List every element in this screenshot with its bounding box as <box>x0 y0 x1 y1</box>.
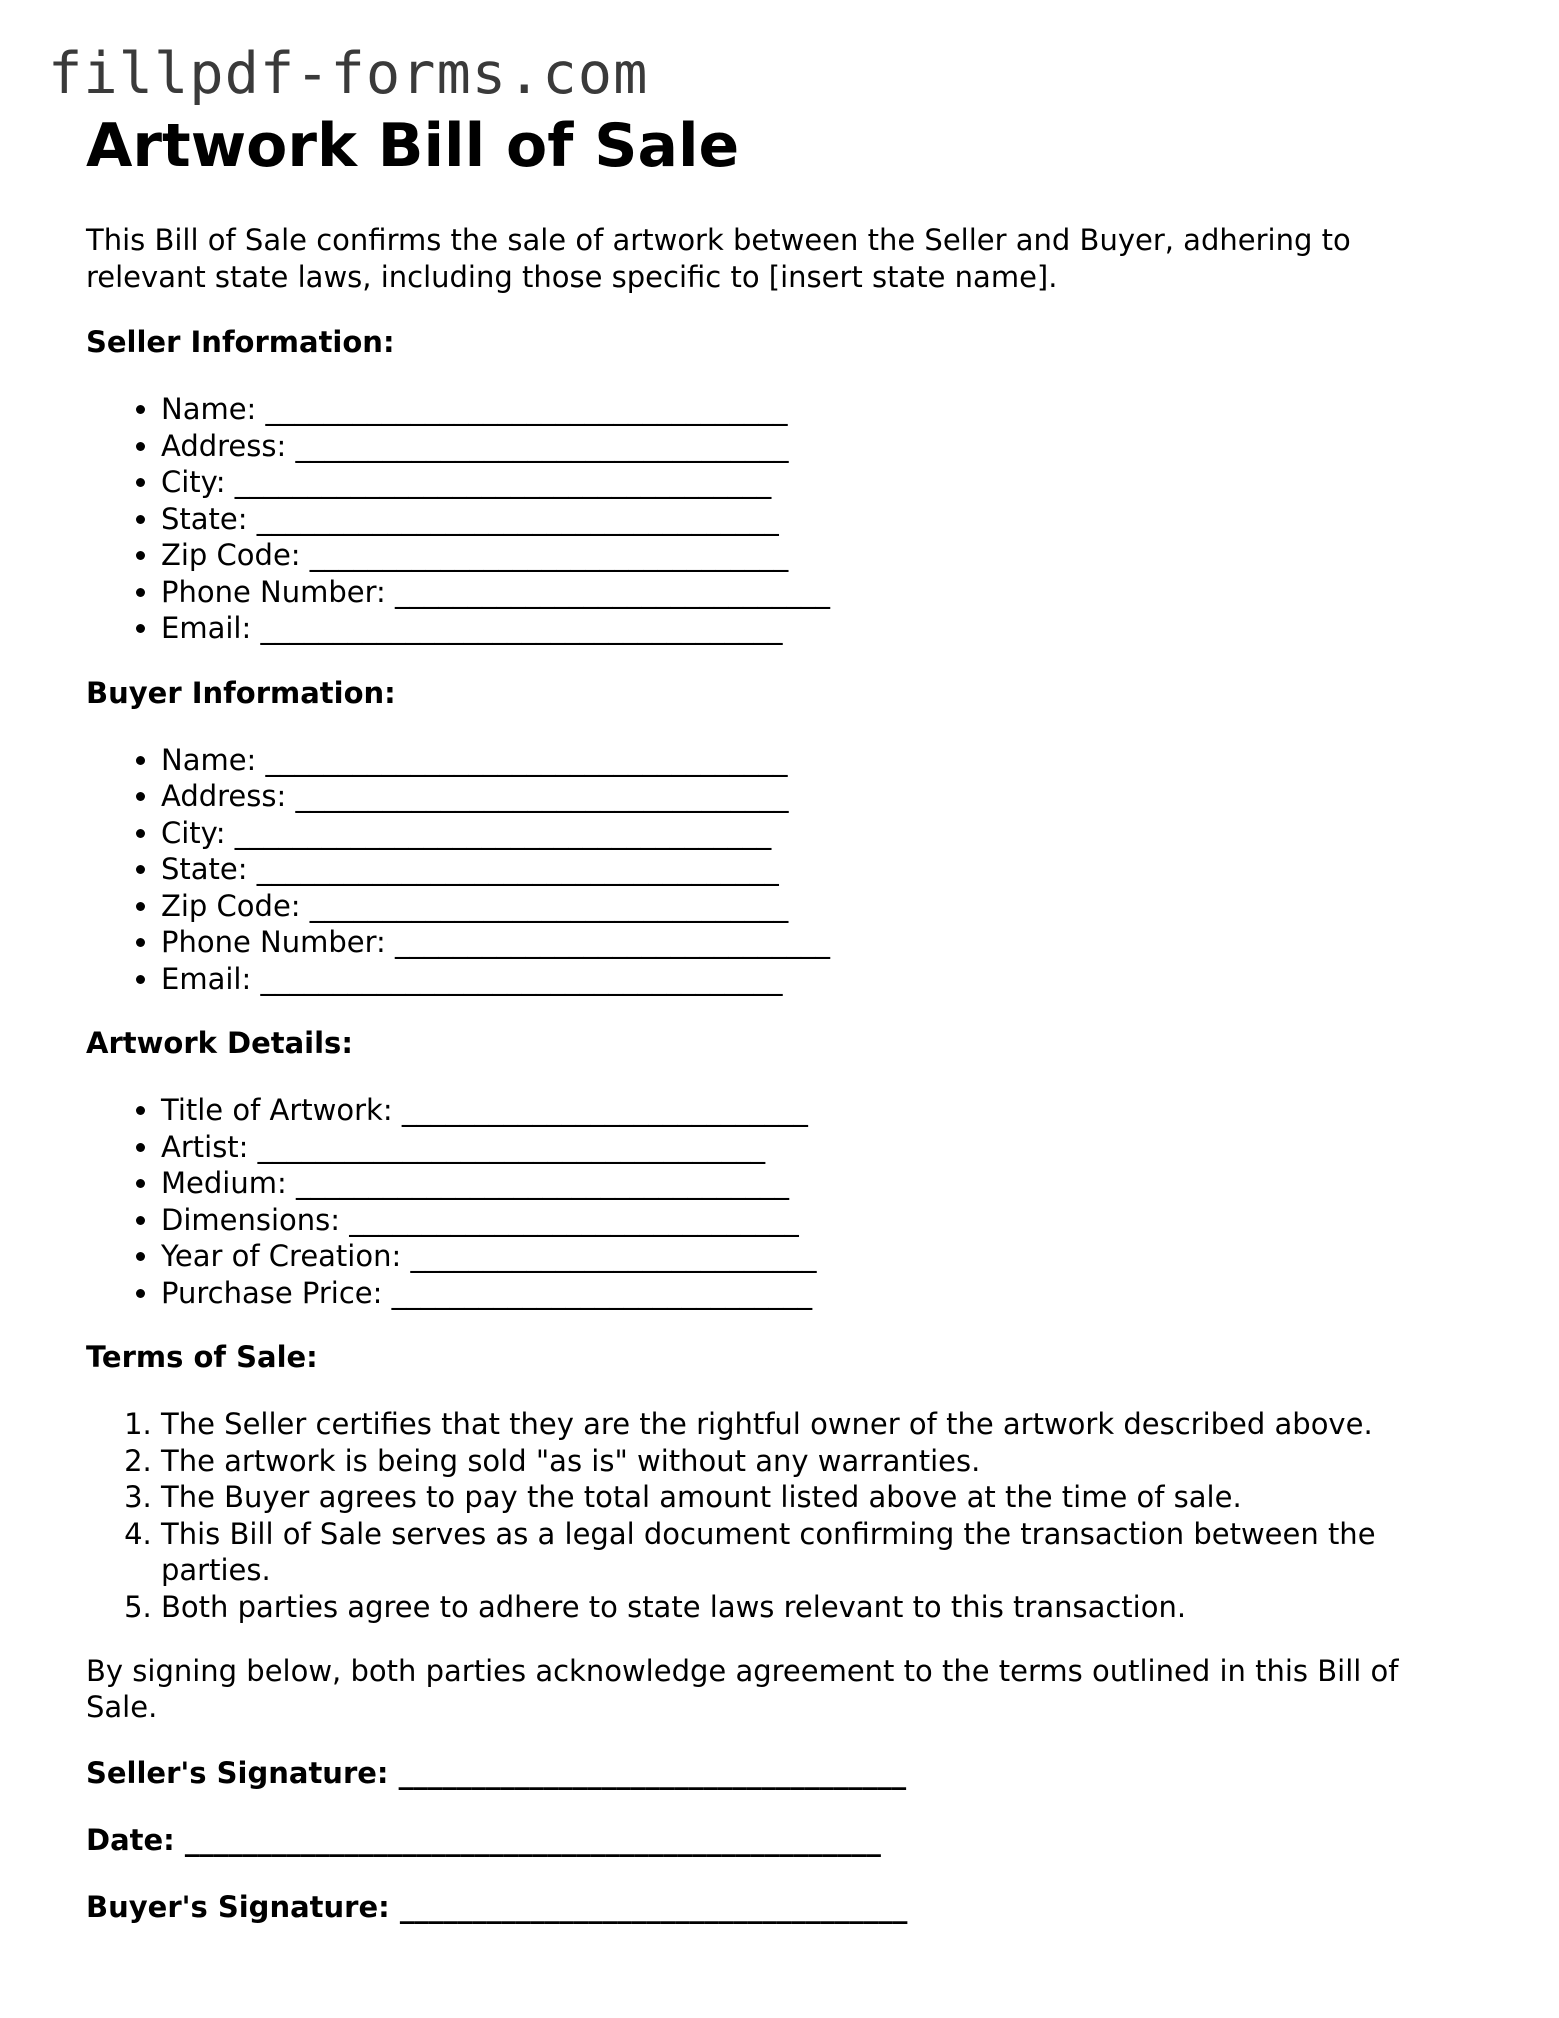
buyer-address-field[interactable]: • Address: __________________________________ <box>161 778 1476 815</box>
page-title: Artwork Bill of Sale <box>86 111 740 181</box>
intro-paragraph: This Bill of Sale confirms the sale of artwork between the Seller and Buyer, adhering to relevant state laws, including those specific to [insert state name]. <box>86 223 1351 294</box>
artwork-title-field[interactable]: • Title of Artwork: ____________________________ <box>161 1092 1476 1129</box>
artwork-price-field[interactable]: • Purchase Price: _____________________________ <box>161 1275 1476 1312</box>
buyer-email-field[interactable]: • Email: ____________________________________ <box>161 961 1476 998</box>
watermark-logo: fillpdf-forms.com <box>48 41 649 107</box>
artwork-field-list <box>86 1092 1476 1311</box>
seller-email-field[interactable]: • Email: ____________________________________ <box>161 610 1476 647</box>
artwork-medium-field[interactable]: • Medium: __________________________________ <box>161 1165 1476 1202</box>
seller-state-field[interactable]: • State: ____________________________________ <box>161 501 1476 538</box>
acknowledgement-paragraph: By signing below, both parties acknowledge agreement to the terms outlined in this Bill of Sale. <box>86 1654 1399 1724</box>
seller-name-field[interactable]: • Name: ____________________________________ <box>161 391 1476 428</box>
terms-item: 2. The artwork is being sold "as is" without any warranties. <box>161 1443 1476 1480</box>
seller-address-field[interactable]: • Address: __________________________________ <box>161 428 1476 465</box>
terms-item: 5. Both parties agree to adhere to state laws relevant to this transaction. <box>161 1589 1476 1626</box>
artwork-heading: Artwork Details: <box>86 1026 353 1060</box>
seller-signature-field[interactable]: Seller's Signature: ___________________________________ <box>86 1756 907 1790</box>
buyer-city-field[interactable]: • City: _____________________________________ <box>161 815 1476 852</box>
buyer-heading: Buyer Information: <box>86 675 396 710</box>
terms-item: 4. This Bill of Sale serves as a legal document confirming the transaction between the parties. <box>161 1516 1476 1589</box>
artwork-year-field[interactable]: • Year of Creation: ____________________________ <box>161 1238 1476 1275</box>
document-body <box>86 110 1476 1926</box>
buyer-field-list <box>86 742 1476 998</box>
seller-heading: Seller Information: <box>86 325 395 359</box>
terms-item: 1. The Seller certifies that they are the rightful owner of the artwork described above. <box>161 1406 1476 1443</box>
artwork-dimensions-field[interactable]: • Dimensions: _______________________________ <box>161 1202 1476 1239</box>
buyer-name-field[interactable]: • Name: ____________________________________ <box>161 742 1476 779</box>
terms-item: 3. The Buyer agrees to pay the total amount listed above at the time of sale. <box>161 1479 1476 1516</box>
seller-phone-field[interactable]: • Phone Number: ______________________________ <box>161 574 1476 611</box>
seller-zip-field[interactable]: • Zip Code: _________________________________ <box>161 537 1476 574</box>
buyer-phone-field[interactable]: • Phone Number: ______________________________ <box>161 924 1476 961</box>
seller-city-field[interactable]: • City: _____________________________________ <box>161 464 1476 501</box>
terms-heading: Terms of Sale: <box>86 1340 318 1374</box>
seller-field-list <box>86 391 1476 647</box>
buyer-signature-field[interactable]: Buyer's Signature: ___________________________________ <box>86 1890 908 1924</box>
terms-list <box>86 1406 1476 1625</box>
artwork-artist-field[interactable]: • Artist: ___________________________________ <box>161 1129 1476 1166</box>
buyer-state-field[interactable]: • State: ____________________________________ <box>161 851 1476 888</box>
date-field[interactable]: Date: ________________________________________________ <box>86 1823 881 1857</box>
buyer-zip-field[interactable]: • Zip Code: _________________________________ <box>161 888 1476 925</box>
